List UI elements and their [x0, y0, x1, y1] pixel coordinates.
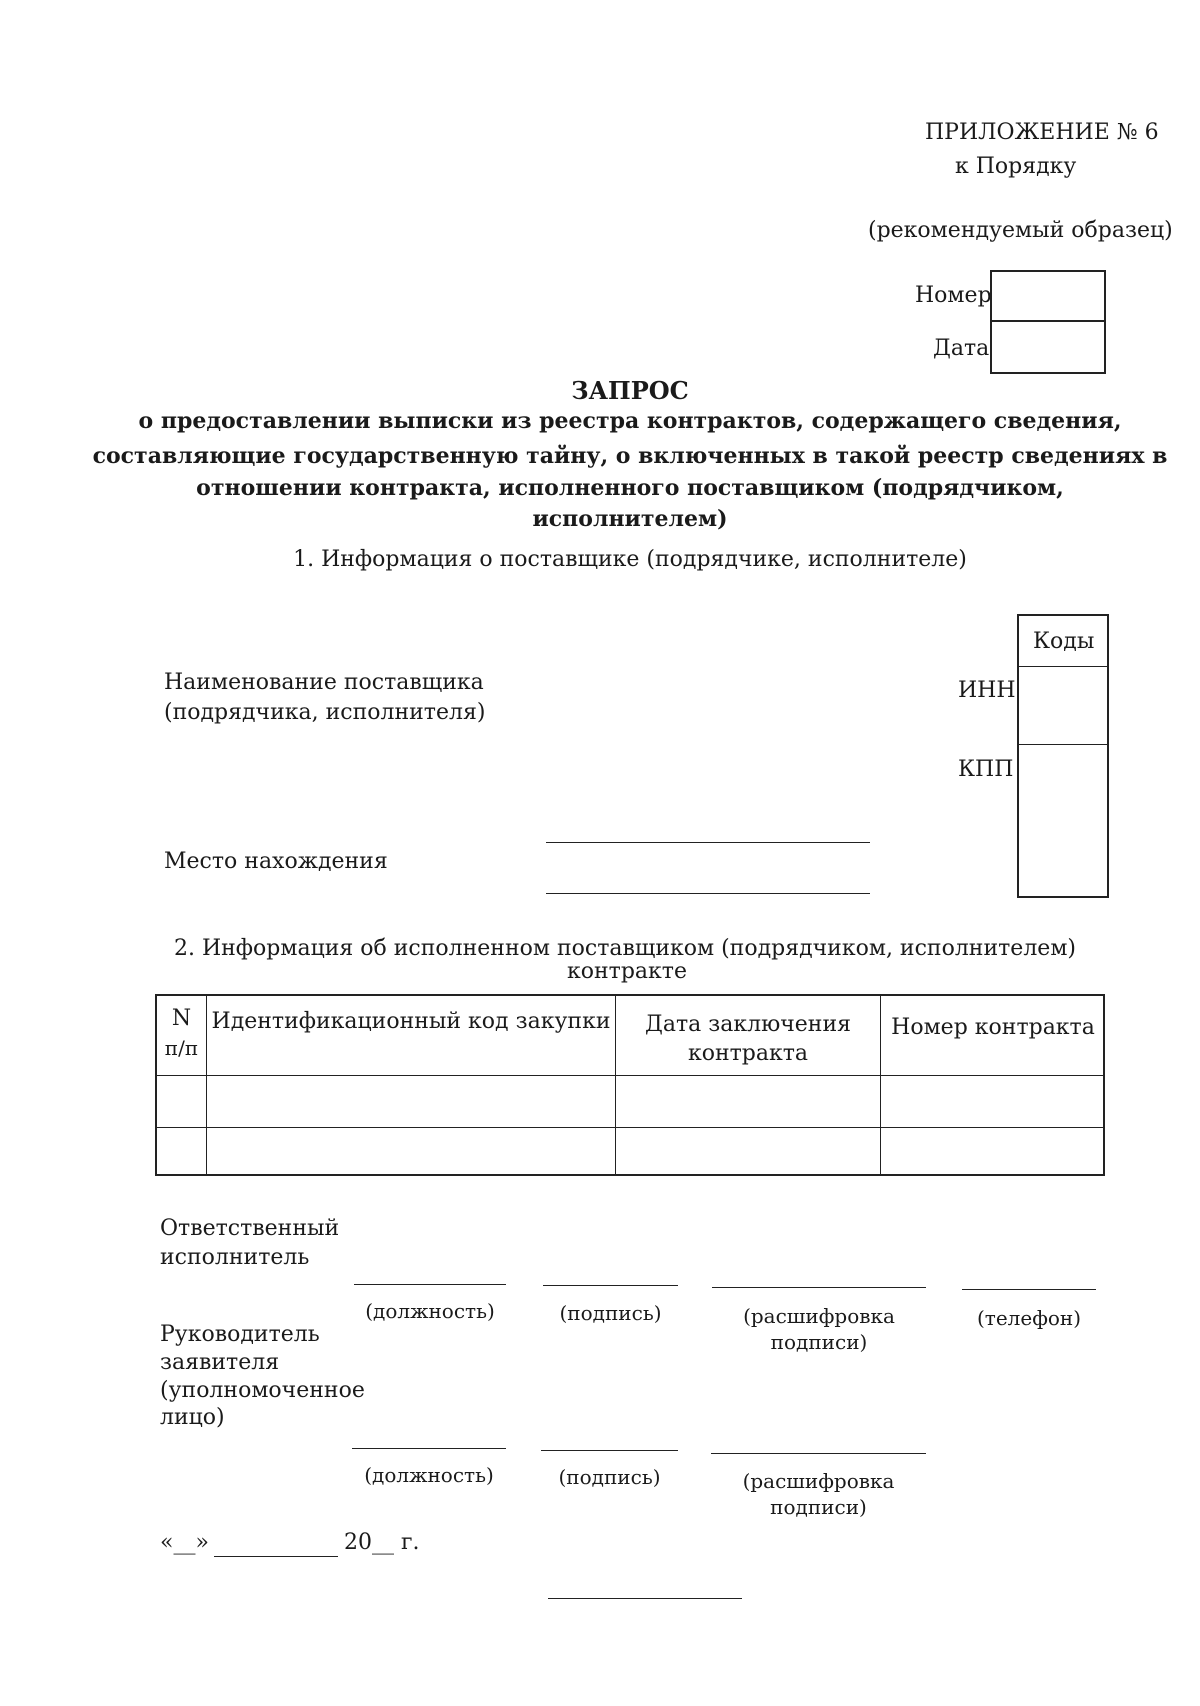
responsible-position-caption: (должность): [365, 1299, 495, 1323]
head-label-1: Руководитель: [160, 1322, 320, 1347]
date-month-line[interactable]: [214, 1556, 338, 1557]
responsible-phone-line[interactable]: [962, 1289, 1096, 1290]
header-contract-date-2: контракта: [687, 1041, 809, 1066]
codes-divider-2: [1017, 744, 1109, 745]
supplier-name-line[interactable]: [546, 842, 870, 843]
title-line-1: о предоставлении выписки из реестра контрактов, содержащего сведения,: [138, 408, 1122, 434]
header-purchase-code: Идентификационный код закупки: [211, 1009, 611, 1034]
document-title: ЗАПРОС: [571, 376, 689, 405]
head-signature-caption: (подпись): [558, 1465, 661, 1489]
supplier-name-label-2: (подрядчика, исполнителя): [164, 700, 486, 725]
responsible-signature-line[interactable]: [543, 1285, 678, 1286]
head-position-line[interactable]: [352, 1448, 506, 1449]
title-line-2: составляющие государственную тайну, о включенных в такой реестр сведениях в: [92, 443, 1168, 469]
responsible-decoding-line[interactable]: [712, 1287, 926, 1288]
header-n: N: [171, 1006, 192, 1031]
codes-label: Коды: [1033, 629, 1095, 654]
location-line[interactable]: [546, 893, 870, 894]
inn-field[interactable]: [1019, 668, 1107, 742]
title-line-3: отношении контракта, исполненного поставщиком (подрядчиком,: [196, 475, 1064, 501]
section-2-heading-2: контракте: [567, 959, 687, 984]
number-field[interactable]: [990, 270, 1106, 322]
kpp-field[interactable]: [1019, 746, 1107, 896]
supplier-name-label-1: Наименование поставщика: [164, 670, 484, 695]
date-day[interactable]: «__»: [160, 1530, 209, 1555]
sample-note: (рекомендуемый образец): [868, 218, 1173, 243]
kpp-label: КПП: [958, 757, 1014, 782]
head-position-caption: (должность): [364, 1463, 494, 1487]
appendix-label: ПРИЛОЖЕНИЕ № 6: [925, 120, 1159, 145]
responsible-position-line[interactable]: [354, 1284, 506, 1285]
head-signature-line[interactable]: [541, 1450, 678, 1451]
head-label-4: лицо): [160, 1405, 225, 1430]
head-decoding-caption-1: (расшифровка: [742, 1469, 895, 1493]
head-label-3: (уполномоченное: [160, 1378, 365, 1403]
table-row[interactable]: [157, 1129, 1103, 1174]
order-reference: к Порядку: [955, 154, 1077, 179]
responsible-decoding-caption-2: подписи): [770, 1330, 868, 1354]
header-pp: п/п: [164, 1036, 199, 1060]
closing-separator: [548, 1598, 742, 1599]
table-row-divider-1: [155, 1075, 1105, 1076]
section-1-heading: 1. Информация о поставщике (подрядчике, исполнителе): [293, 547, 967, 572]
head-label-2: заявителя: [160, 1350, 280, 1375]
responsible-label-2: исполнитель: [160, 1245, 310, 1270]
date-year[interactable]: 20__ г.: [344, 1530, 420, 1555]
table-row[interactable]: [157, 1077, 1103, 1126]
header-contract-date-1: Дата заключения: [644, 1012, 852, 1037]
head-decoding-line[interactable]: [711, 1453, 926, 1454]
responsible-decoding-caption-1: (расшифровка: [743, 1304, 895, 1328]
responsible-label-1: Ответственный: [160, 1216, 340, 1241]
title-line-4: исполнителем): [532, 506, 728, 532]
table-row-divider-2: [155, 1127, 1105, 1128]
section-2-heading-1: 2. Информация об исполненном поставщиком (подрядчиком, исполнителем): [173, 936, 1077, 961]
location-label: Место нахождения: [164, 849, 388, 874]
date-label: Дата: [933, 336, 990, 361]
date-field[interactable]: [990, 320, 1106, 374]
number-label: Номер: [915, 283, 992, 308]
inn-label: ИНН: [958, 678, 1016, 703]
responsible-phone-caption: (телефон): [976, 1306, 1082, 1330]
header-contract-number: Номер контракта: [891, 1015, 1095, 1040]
head-decoding-caption-2: подписи): [770, 1495, 867, 1519]
codes-divider-1: [1017, 666, 1109, 667]
responsible-signature-caption: (подпись): [559, 1301, 662, 1325]
